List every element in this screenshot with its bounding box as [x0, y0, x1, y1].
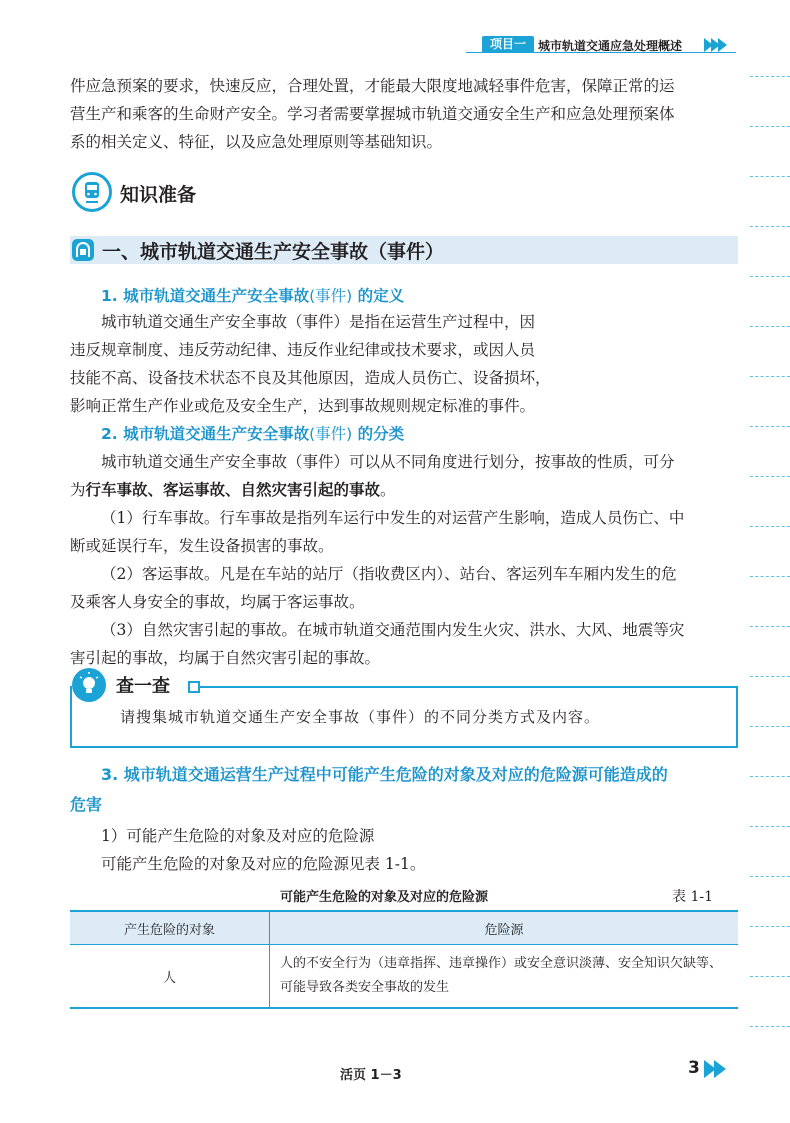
- hazard-table: [70, 910, 738, 1009]
- subheading-number: 2.: [101, 425, 118, 443]
- margin-dash: [750, 776, 790, 777]
- item-line: 及乘客人身安全的事故，均属于客运事故。: [70, 593, 365, 611]
- margin-dash: [750, 1026, 790, 1027]
- table-cell-source: [270, 945, 739, 1009]
- header-title: 城市轨道交通应急处理概述: [538, 39, 683, 53]
- table-caption: 可能产生危险的对象及对应的危险源: [280, 890, 489, 905]
- check-title: 查一查: [116, 676, 170, 697]
- tunnel-icon: [72, 239, 94, 261]
- table-cell-object: 人: [70, 945, 270, 1009]
- text-span: 。: [380, 481, 396, 499]
- subheading-number: 1.: [101, 287, 118, 305]
- definition-line: 影响正常生产作业或危及安全生产，达到事故规则规定标准的事件。: [70, 397, 536, 415]
- table-number: 表 1-1: [672, 889, 713, 905]
- intro-line: 件应急预案的要求，快速反应，合理处置，才能最大限度地减轻事件危害，保障正常的运: [70, 77, 675, 95]
- margin-dash: [750, 376, 790, 377]
- section-title: 一、城市轨道交通生产安全事故（事件）: [102, 241, 445, 263]
- subheading-text: 城市轨道交通生产安全事故: [123, 425, 310, 443]
- subheading-text: 的分类: [357, 425, 405, 443]
- intro-line: 系的相关定义、特征，以及应急处理原则等基础知识。: [70, 133, 443, 151]
- margin-dash: [750, 176, 790, 177]
- table-header-object: 产生危险的对象: [70, 911, 270, 945]
- margin-dash: [750, 276, 790, 277]
- table-row: [70, 945, 738, 1009]
- definition-line: 技能不高、设备技术状态不良及其他原因，造成人员伤亡、设备损坏，: [70, 369, 551, 387]
- margin-dash: [750, 126, 790, 127]
- intro-line: 营生产和乘客的生命财产安全。学习者需要掌握城市轨道交通安全生产和应急处理预案体: [70, 105, 675, 123]
- classification-line: [70, 476, 738, 504]
- margin-dash: [750, 326, 790, 327]
- table-cell-line: 人的不安全行为（违章指挥、违章操作）或安全意识淡薄、安全知识欠缺等、: [280, 956, 723, 971]
- margin-dash: [750, 226, 790, 227]
- margin-dash: [750, 76, 790, 77]
- table-header-source: 危险源: [270, 911, 739, 945]
- subheading-line: 危害: [70, 795, 103, 814]
- margin-dash: [750, 976, 790, 977]
- definition-paragraph: [70, 308, 610, 420]
- subheading-definition: [101, 284, 404, 306]
- margin-dash: [750, 526, 790, 527]
- item-line: （3）自然灾害引起的事故。在城市轨道交通范围内发生火灾、洪水、大风、地震等灾: [101, 621, 685, 639]
- margin-dash: [750, 426, 790, 427]
- subheading-text: 城市轨道交通生产安全事故: [123, 287, 310, 305]
- margin-dash: [750, 576, 790, 577]
- margin-dash: [750, 926, 790, 927]
- subheading-classification: [101, 422, 404, 444]
- classification-paragraph: [70, 448, 738, 672]
- check-box-top-rule: [198, 686, 738, 688]
- subheading-paren: (事件): [309, 287, 353, 305]
- train-icon: [72, 172, 112, 212]
- check-box-square: [188, 681, 200, 693]
- footer-loose-leaf: 活页 1－3: [340, 1068, 402, 1083]
- subheading-line: 3. 城市轨道交通运营生产过程中可能产生危险的对象及对应的危险源可能造成的: [101, 765, 668, 784]
- bold-categories: 行车事故、客运事故、自然灾害引起的事故: [85, 481, 381, 499]
- lightbulb-icon: [72, 668, 106, 702]
- item-line: （1）行车事故。行车事故是指列车运行中发生的对运营产生影响，造成人员伤亡、中: [101, 509, 685, 527]
- intro-paragraph: [70, 72, 738, 156]
- item-line: 害引起的事故，均属于自然灾害引起的事故。: [70, 649, 381, 667]
- item-line: 断或延误行车，发生设备损害的事故。: [70, 537, 334, 555]
- table-header-row: [70, 911, 738, 945]
- margin-dash: [750, 476, 790, 477]
- hazards-paragraph: [70, 822, 738, 878]
- margin-dash: [750, 876, 790, 877]
- subheading-hazards: [70, 760, 741, 820]
- margin-dash: [750, 676, 790, 677]
- table-cell-line: 可能导致各类安全事故的发生: [280, 980, 450, 995]
- subheading-text: 的定义: [357, 287, 405, 305]
- margin-dash: [750, 826, 790, 827]
- hazards-line: 1）可能产生危险的对象及对应的危险源: [101, 827, 375, 845]
- hazards-line: 可能产生危险的对象及对应的危险源见表 1-1。: [101, 855, 426, 873]
- margin-dash: [750, 726, 790, 727]
- header-project-tag: 项目一: [482, 36, 534, 53]
- text-span: 为: [70, 481, 86, 499]
- item-line: （2）客运事故。凡是在车站的站厅（指收费区内）、站台、客运列车车厢内发生的危: [101, 565, 677, 583]
- classification-line: 城市轨道交通生产安全事故（事件）可以从不同角度进行划分，按事故的性质，可分: [101, 453, 675, 471]
- definition-line: 违反规章制度、违反劳动纪律、违反作业纪律或技术要求，或因人员: [70, 341, 536, 359]
- footer-chevron-icon: [706, 1060, 726, 1078]
- margin-dash: [750, 626, 790, 627]
- header-chevron-icon: [706, 38, 727, 52]
- knowledge-title: 知识准备: [120, 184, 197, 206]
- check-text: 请搜集城市轨道交通生产安全事故（事件）的不同分类方式及内容。: [120, 708, 601, 726]
- definition-line: 城市轨道交通生产安全事故（事件）是指在运营生产过程中，因: [101, 313, 536, 331]
- page-number: 3: [688, 1058, 700, 1078]
- subheading-paren: (事件): [309, 425, 353, 443]
